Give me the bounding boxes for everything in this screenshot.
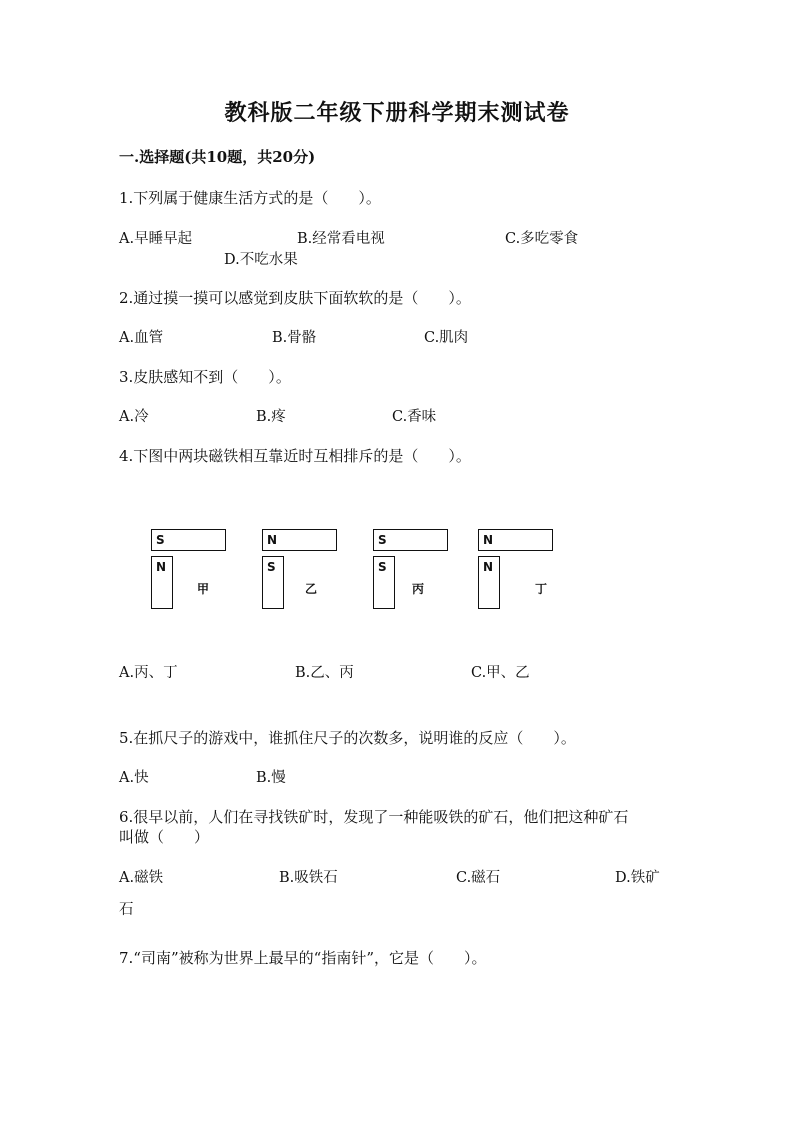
question-6-option-d-wrap: 石 bbox=[119, 902, 134, 918]
question-4-option-a[interactable]: A.丙、丁 bbox=[119, 665, 178, 681]
question-3-option-c[interactable]: C.香味 bbox=[392, 409, 437, 425]
magnet-bing-label: 丙 bbox=[412, 582, 425, 596]
question-3-option-b[interactable]: B.疼 bbox=[256, 409, 286, 425]
page-title: 教科版二年级下册科学期末测试卷 bbox=[224, 100, 570, 126]
section-heading: 一.选择题(共10题，共20分) bbox=[119, 148, 316, 166]
question-6-option-b[interactable]: B.吸铁石 bbox=[279, 870, 338, 886]
magnet-bing-bottom-pole: S bbox=[378, 560, 387, 574]
question-1-option-a[interactable]: A.早睡早起 bbox=[119, 231, 193, 247]
question-2-stem: 2.通过摸一摸可以感觉到皮肤下面软软的是（ ）。 bbox=[119, 289, 471, 307]
question-4-stem: 4.下图中两块磁铁相互靠近时互相排斥的是（ ）。 bbox=[119, 447, 471, 465]
magnet-jia-top-pole: S bbox=[156, 533, 165, 547]
question-1-stem: 1.下列属于健康生活方式的是（ ）。 bbox=[119, 189, 381, 207]
magnet-bing-top-pole: S bbox=[378, 533, 387, 547]
magnet-ding-bottom-pole: N bbox=[483, 560, 494, 574]
question-1-option-c[interactable]: C.多吃零食 bbox=[505, 231, 579, 247]
question-6-stem-line2: 叫做（ ） bbox=[119, 828, 210, 846]
question-2-option-b[interactable]: B.骨骼 bbox=[272, 330, 317, 346]
question-6-stem-line1: 6.很早以前，人们在寻找铁矿时，发现了一种能吸铁的矿石，他们把这种矿石 bbox=[119, 808, 629, 826]
question-5-option-b[interactable]: B.慢 bbox=[256, 770, 286, 786]
question-6-option-a[interactable]: A.磁铁 bbox=[119, 870, 164, 886]
magnet-jia-bottom-pole: N bbox=[156, 560, 167, 574]
question-4-option-b[interactable]: B.乙、丙 bbox=[295, 665, 354, 681]
question-3-stem: 3.皮肤感知不到（ ）。 bbox=[119, 368, 291, 386]
question-6-option-d[interactable]: D.铁矿 bbox=[615, 870, 660, 886]
magnet-jia-label: 甲 bbox=[197, 582, 210, 596]
question-1-option-b[interactable]: B.经常看电视 bbox=[297, 231, 385, 247]
question-2-option-c[interactable]: C.肌肉 bbox=[424, 330, 469, 346]
magnet-yi-label: 乙 bbox=[305, 582, 318, 596]
question-3-option-a[interactable]: A.冷 bbox=[119, 409, 149, 425]
question-4-option-c[interactable]: C.甲、乙 bbox=[471, 665, 530, 681]
magnet-yi-top-pole: N bbox=[267, 533, 278, 547]
magnet-ding-top-pole: N bbox=[483, 533, 494, 547]
question-1-option-d[interactable]: D.不吃水果 bbox=[224, 252, 298, 268]
question-7-stem: 7.“司南”被称为世界上最早的“指南针”，它是（ ）。 bbox=[119, 949, 487, 967]
question-2-option-a[interactable]: A.血管 bbox=[119, 330, 164, 346]
magnet-ding-label: 丁 bbox=[535, 582, 548, 596]
question-5-stem: 5.在抓尺子的游戏中，谁抓住尺子的次数多，说明谁的反应（ ）。 bbox=[119, 729, 576, 747]
question-5-option-a[interactable]: A.快 bbox=[119, 770, 149, 786]
question-6-option-c[interactable]: C.磁石 bbox=[456, 870, 501, 886]
magnet-yi-bottom-pole: S bbox=[267, 560, 276, 574]
